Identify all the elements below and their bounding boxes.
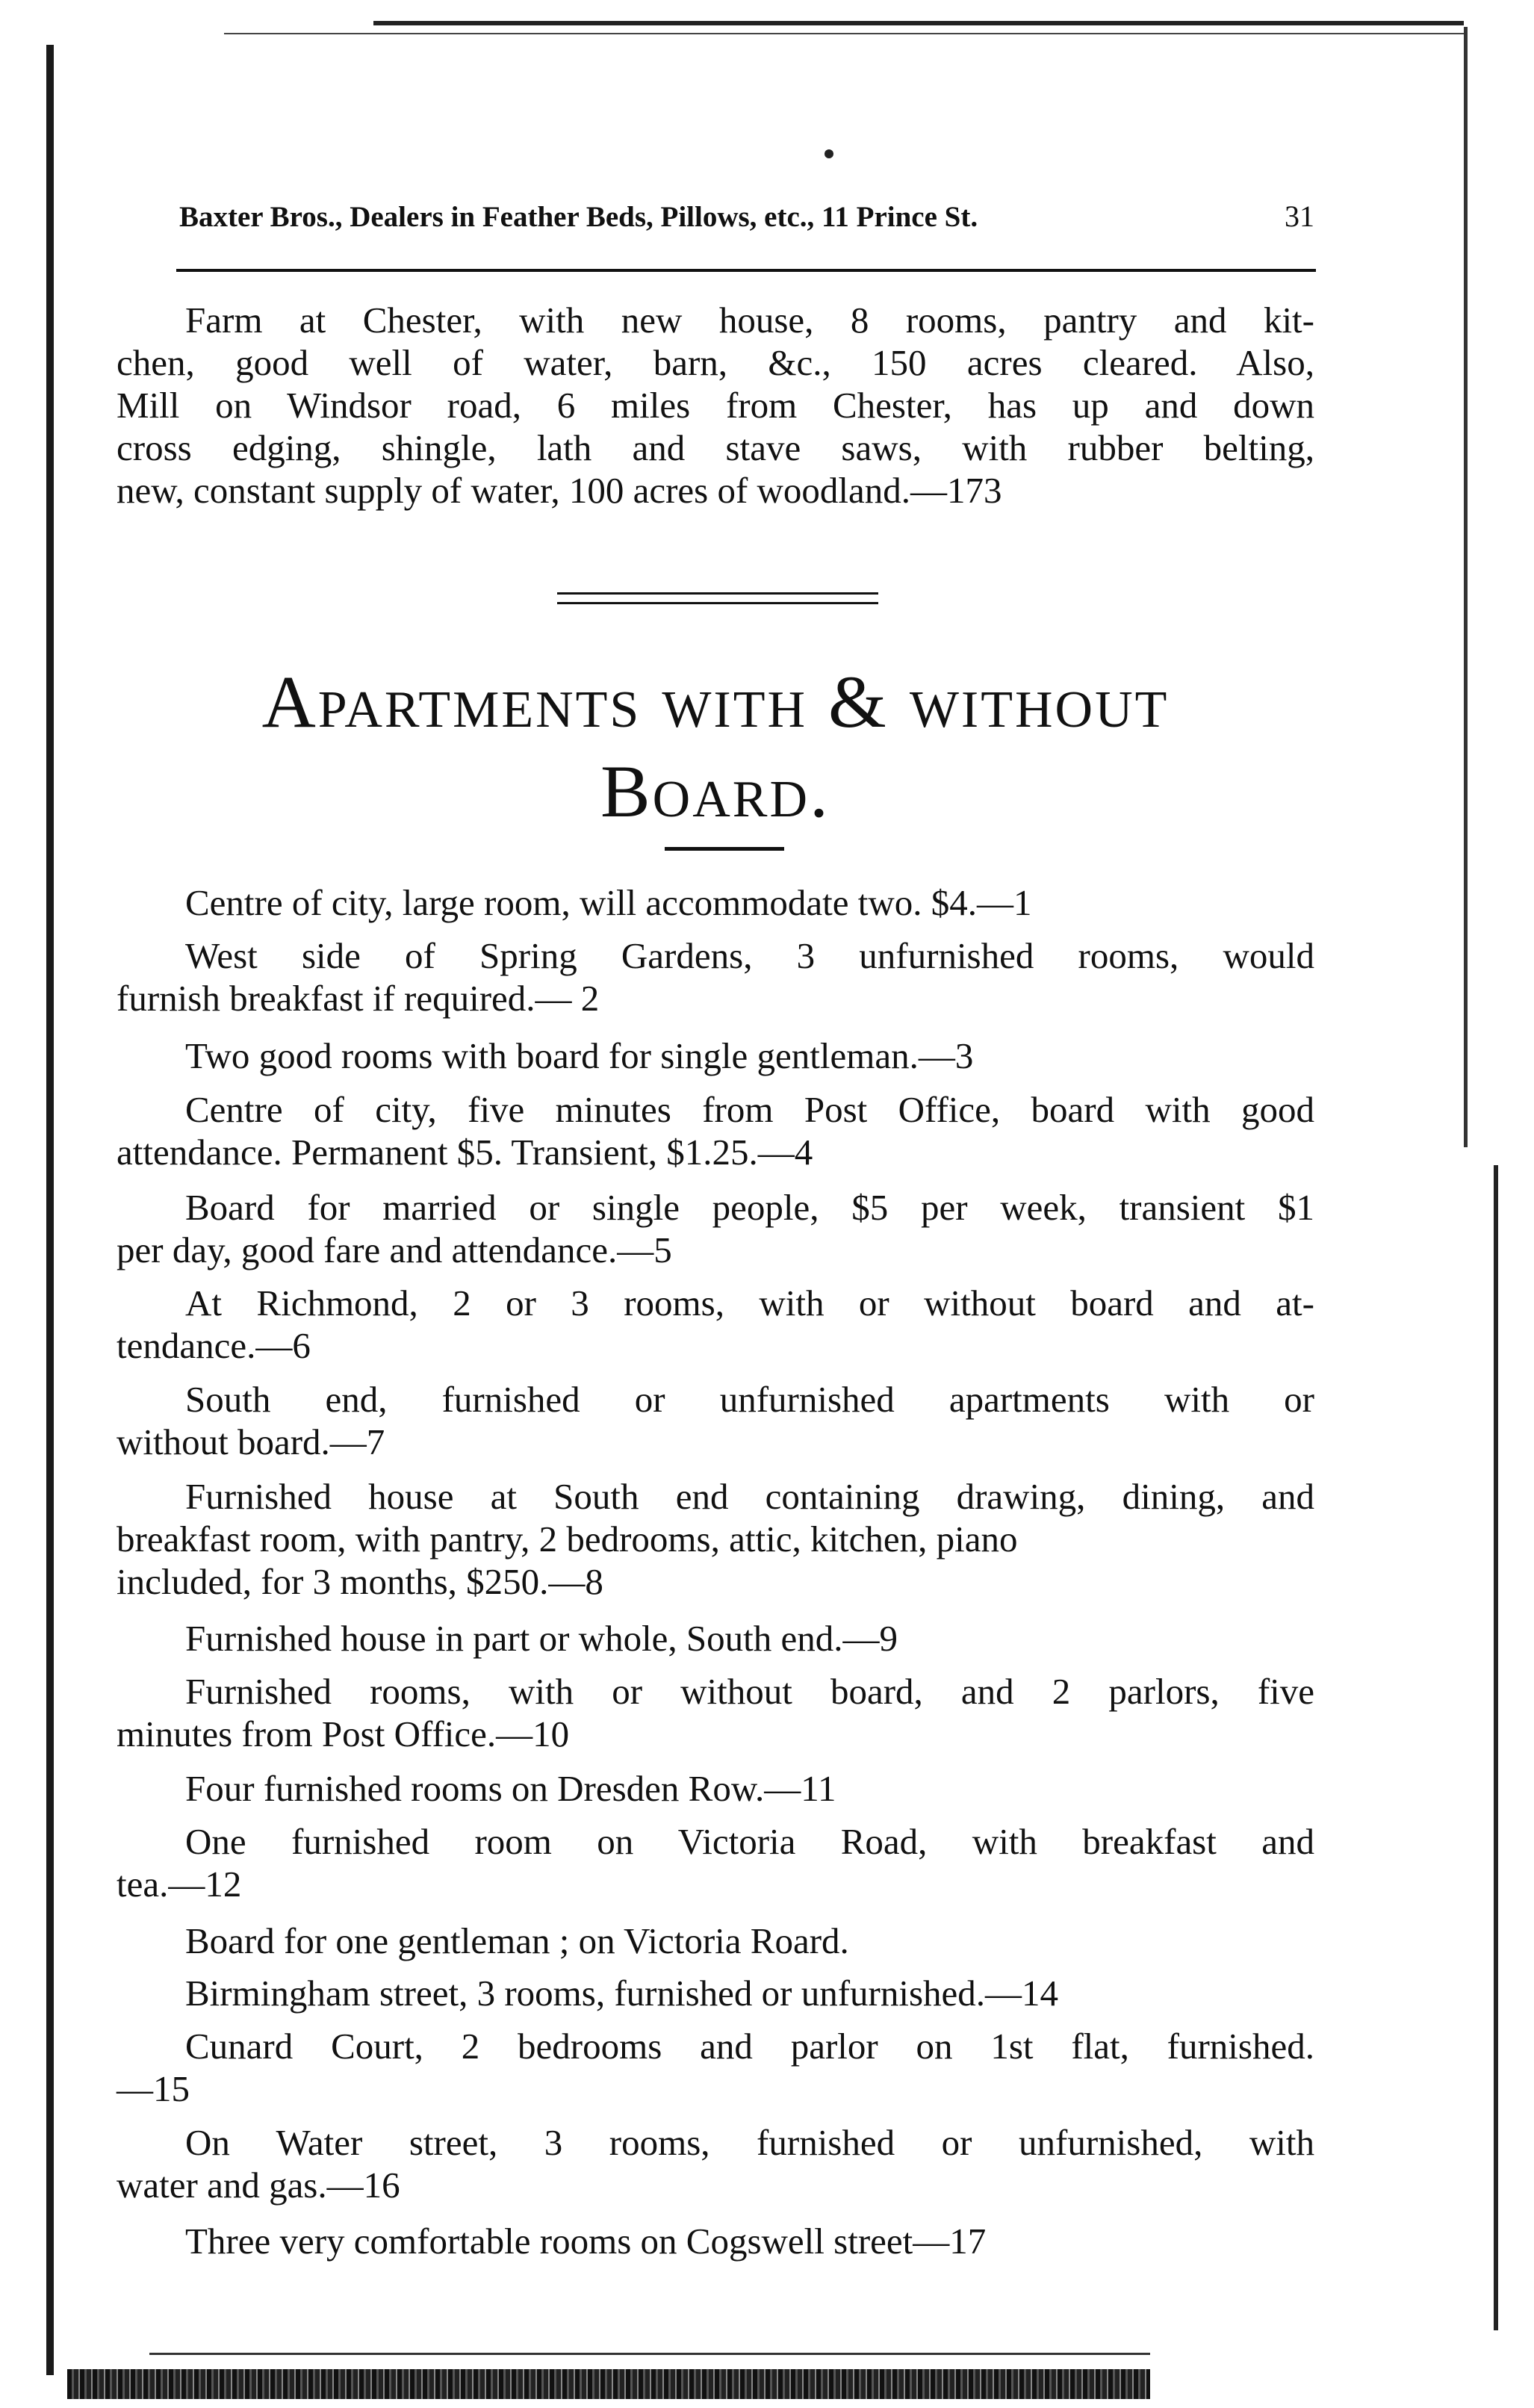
listing-entry: [117, 2025, 1314, 2110]
listing-first-line: One furnished room on Victoria Road, with breakfast and: [185, 1821, 1314, 1862]
listing-first-line: Furnished rooms, with or without board, and 2 parlors, five: [185, 1671, 1314, 1712]
listing-continuation-line: included, for 3 months, $250.—8: [117, 1561, 603, 1602]
listing-entry: [117, 1034, 1314, 1077]
running-header-title: Baxter Bros., Dealers in Feather Beds, Pillows, etc., 11 Prince St.: [179, 201, 978, 233]
listing-first-line: Centre of city, five minutes from Post Office, board with good: [185, 1089, 1314, 1130]
section-rule: [665, 847, 784, 851]
running-header: [179, 199, 1314, 234]
listing-entry: [117, 2220, 1314, 2262]
listing-first-line: At Richmond, 2 or 3 rooms, with or without board and at-: [185, 1282, 1314, 1324]
listing-entry: [117, 1670, 1314, 1755]
listing-first-line: Board for married or single people, $5 per week, transient $1: [185, 1187, 1314, 1228]
listing-continuation-line: tendance.—6: [117, 1325, 311, 1366]
listing-continuation-line: minutes from Post Office.—10: [117, 1713, 570, 1754]
listing-first-line: Centre of city, large room, will accommodate two. $4.—1: [185, 882, 1032, 923]
scan-border-bottom: [67, 2369, 1150, 2399]
listing-entry: [117, 1475, 1314, 1603]
intro-line: cross edging, shingle, lath and stave saws, with rubber belting,: [117, 427, 1314, 468]
header-rule: [176, 269, 1316, 272]
listing-first-line: Board for one gentleman ; on Victoria Roard.: [185, 1920, 849, 1961]
scan-border-left: [46, 45, 54, 2375]
intro-line: new, constant supply of water, 100 acres of woodland.—173: [117, 470, 1002, 511]
ink-dot-mark: [825, 149, 833, 158]
listing-continuation-line: —15: [117, 2068, 190, 2109]
listing-entry: [117, 1088, 1314, 1173]
double-rule-top: [557, 592, 878, 595]
listing-entry: [117, 1186, 1314, 1271]
section-title-line: Board.: [600, 750, 831, 833]
listing-entry: [117, 1378, 1314, 1463]
listing-continuation-line: per day, good fare and attendance.—5: [117, 1229, 672, 1270]
page-number: 31: [1285, 199, 1314, 233]
scan-border-bottom-line: [149, 2353, 1150, 2355]
listing-first-line: Furnished house at South end containing drawing, dining, and: [185, 1476, 1314, 1517]
intro-line: Mill on Windsor road, 6 miles from Chester, has up and down: [117, 385, 1314, 426]
listing-entry: [117, 1767, 1314, 1810]
listing-continuation-line: attendance. Permanent $5. Transient, $1.25.—4: [117, 1132, 813, 1173]
listing-continuation-line: water and gas.—16: [117, 2165, 400, 2206]
listing-entry: [117, 934, 1314, 1020]
listing-first-line: On Water street, 3 rooms, furnished or unfurnished, with: [185, 2122, 1314, 2163]
listing-first-line: Three very comfortable rooms on Cogswell street—17: [185, 2221, 987, 2262]
scan-border-right-lower: [1494, 1165, 1498, 2330]
listing-entry: [117, 1820, 1314, 1905]
listing-continuation-line: tea.—12: [117, 1864, 242, 1905]
section-title: [117, 657, 1314, 837]
listing-first-line: Furnished house in part or whole, South end.—9: [185, 1618, 898, 1659]
double-rule-bottom: [557, 602, 878, 604]
listing-entry: [117, 1282, 1314, 1367]
listing-first-line: Four furnished rooms on Dresden Row.—11: [185, 1768, 836, 1809]
scan-border-top-thin: [224, 33, 1464, 34]
listing-entry: [117, 1972, 1314, 2014]
listing-continuation-line: without board.—7: [117, 1421, 385, 1462]
listing-first-line: West side of Spring Gardens, 3 unfurnished rooms, would: [185, 935, 1314, 976]
scan-border-top: [373, 21, 1464, 25]
intro-line: Farm at Chester, with new house, 8 rooms, pantry and kit-: [185, 300, 1314, 341]
listing-continuation-line: breakfast room, with pantry, 2 bedrooms, attic, kitchen, piano: [117, 1518, 1018, 1560]
listing-first-line: Two good rooms with board for single gentleman.—3: [185, 1035, 974, 1076]
listing-entry: [117, 881, 1314, 924]
listing-entry: [117, 2121, 1314, 2206]
intro-line: chen, good well of water, barn, &c., 150 acres cleared. Also,: [117, 342, 1314, 383]
listing-entry: [117, 1617, 1314, 1660]
section-title-line: Apartments with & without: [261, 660, 1170, 743]
scan-border-right: [1464, 27, 1468, 1147]
listing-first-line: Cunard Court, 2 bedrooms and parlor on 1st flat, furnished.: [185, 2026, 1314, 2067]
listing-continuation-line: furnish breakfast if required.— 2: [117, 978, 600, 1019]
listing-entry: [117, 1920, 1314, 1962]
listing-first-line: Birmingham street, 3 rooms, furnished or unfurnished.—14: [185, 1973, 1059, 2014]
listing-first-line: South end, furnished or unfurnished apartments with or: [185, 1379, 1314, 1420]
